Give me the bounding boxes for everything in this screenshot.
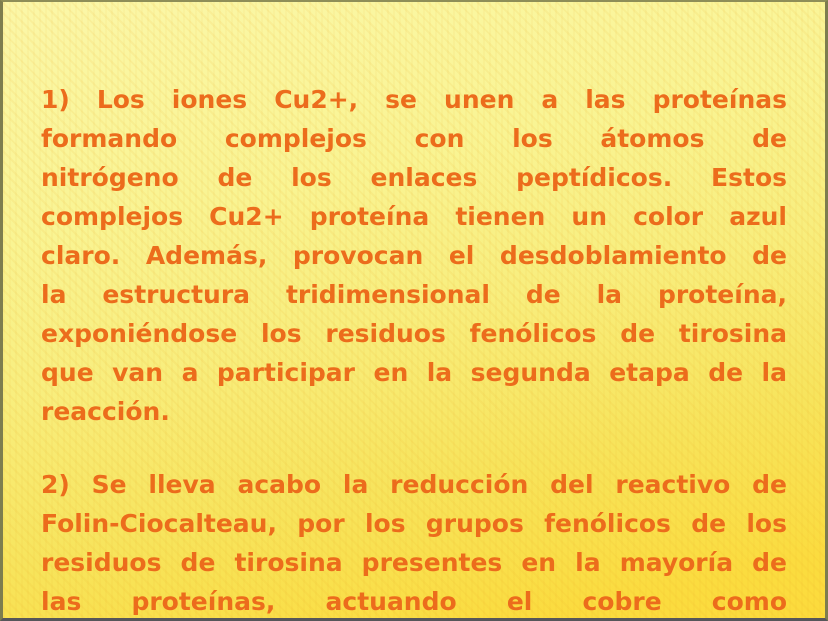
- text-line: la estructura tridimensional de la proteína,: [41, 280, 787, 309]
- text-line: las proteínas, actuando el cobre como: [41, 587, 787, 616]
- paragraph-2: [41, 465, 787, 621]
- text-line: 1) Los iones Cu2+, se unen a las proteínas: [41, 85, 787, 114]
- text-line: residuos de tirosina presentes en la mayoría de: [41, 548, 787, 577]
- paragraph-1: [41, 80, 787, 431]
- text-line: reacción.: [41, 397, 170, 426]
- text-line: exponiéndose los residuos fenólicos de tirosina: [41, 319, 787, 348]
- text-line: nitrógeno de los enlaces peptídicos. Estos: [41, 163, 787, 192]
- text-line: 2) Se lleva acabo la reducción del reactivo de: [41, 470, 787, 499]
- text-line: complejos Cu2+ proteína tienen un color azul: [41, 202, 787, 231]
- text-line: Folin-Ciocalteau, por los grupos fenólicos de los: [41, 509, 787, 538]
- text-line: formando complejos con los átomos de: [41, 124, 787, 153]
- text-line: que van a participar en la segunda etapa de la: [41, 358, 787, 387]
- text-line: claro. Además, provocan el desdoblamiento de: [41, 241, 787, 270]
- slide-text-block: [41, 80, 787, 621]
